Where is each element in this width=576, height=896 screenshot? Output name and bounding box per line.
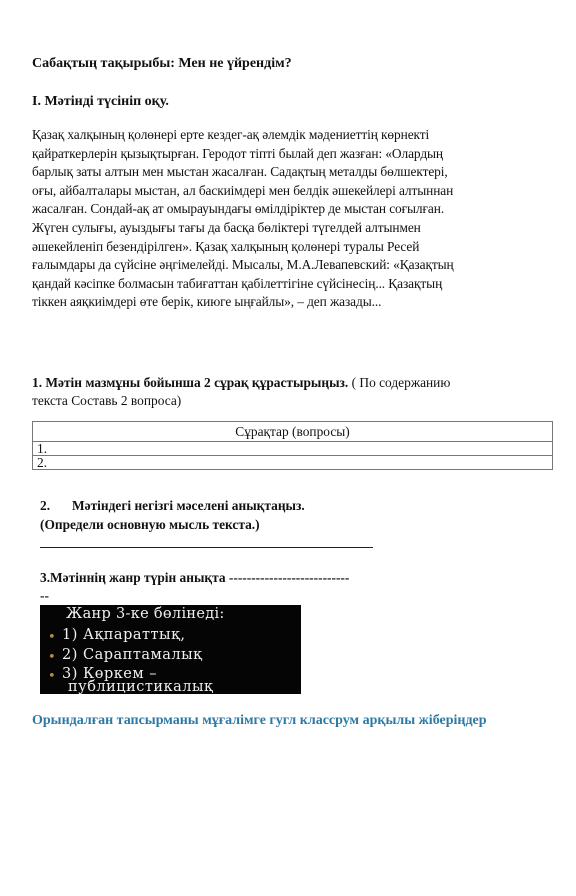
task1-russian-text-cont: текста Составь 2 вопроса) bbox=[32, 393, 182, 408]
task2-prompt bbox=[40, 496, 305, 534]
genre-item: 2) Сараптамалық bbox=[62, 647, 203, 663]
genre-info-image bbox=[40, 605, 301, 694]
paragraph-line: оғы, айбалталары мыстан, ал баскиімдері мен белдік әшекейлері алтыннан bbox=[32, 182, 454, 198]
question-row-2[interactable]: 2. bbox=[33, 456, 553, 470]
task2-number: 2. bbox=[40, 498, 51, 513]
task1-bold-text: 1. Мәтін мазмұны бойынша 2 сұрақ құрастырыңыз. bbox=[32, 375, 349, 390]
task2-russian-text: (Определи основную мысль текста.) bbox=[40, 517, 260, 532]
task2-kazakh-text: Мәтіндегі негізгі мәселені анықтаңыз. bbox=[72, 498, 305, 513]
paragraph-line: Жүген сулығы, ауыздығы тағы да басқа бөліктері түгелдей алтынмен bbox=[32, 219, 421, 235]
paragraph-line: әшекейленіп безендірілген». Қазақ халқының қолөнері туралы Ресей bbox=[32, 238, 420, 254]
paragraph-line: жасалған. Сондай-ақ ат омырауындағы өмілдіріктер де мыстан соғылған. bbox=[32, 201, 445, 217]
task3-prompt bbox=[40, 569, 349, 605]
questions-table bbox=[32, 421, 553, 470]
paragraph-line: ғалымдары да сүйсіне әңгімелейді. Мысалы, М.А.Левапевский: «Қазақтың bbox=[32, 257, 454, 273]
task3-text-cont: -- bbox=[40, 588, 49, 603]
paragraph-line: қандай кәсіпке болмасын табиғаттан қабілеттігіне сүйсінесің... Қазақтың bbox=[32, 275, 443, 291]
section1-heading: I. Мәтінді түсініп оқу. bbox=[32, 94, 169, 109]
submission-note: Орындалған тапсырманы мұғалімге гугл классрум арқылы жіберіңдер bbox=[32, 713, 487, 728]
questions-table-header: Сұрақтар (вопросы) bbox=[33, 422, 553, 442]
genre-item: 3) Көркем – bbox=[62, 666, 158, 682]
task2-answer-line[interactable] bbox=[40, 547, 373, 548]
task1-russian-text: ( По содержанию bbox=[348, 375, 451, 390]
paragraph-line: Қазақ халқының қолөнері ерте кездег-ақ әлемдік мәдениеттің көрнекті bbox=[32, 127, 430, 142]
paragraph-line: барлық заты алтын мен мыстан жасалған. Садақтың металды бөлшектері, bbox=[32, 164, 448, 180]
genre-item: публицистикалық bbox=[68, 679, 214, 695]
task3-text: 3.Мәтіннің жанр түрін анықта --------------------------- bbox=[40, 570, 350, 585]
question-row-1[interactable]: 1. bbox=[33, 442, 553, 456]
paragraph-line: тіккен аяқкиімдері өте берік, киюге ыңғайлы», – деп жазады... bbox=[32, 294, 382, 310]
reading-paragraph bbox=[32, 126, 552, 312]
bullet-icon: • bbox=[48, 650, 56, 665]
genre-item: 1) Ақпараттық, bbox=[62, 627, 186, 643]
bullet-icon: • bbox=[48, 630, 56, 645]
lesson-title: Сабақтың тақырыбы: Мен не үйрендім? bbox=[32, 56, 292, 71]
genre-heading: Жанр 3-ке бөлінеді: bbox=[66, 606, 225, 622]
paragraph-line: қайраткерлерін қызықтырған. Геродот тіпті былай деп жазған: «Олардың bbox=[32, 145, 444, 161]
bullet-icon: • bbox=[48, 669, 56, 684]
task1-prompt bbox=[32, 374, 552, 410]
